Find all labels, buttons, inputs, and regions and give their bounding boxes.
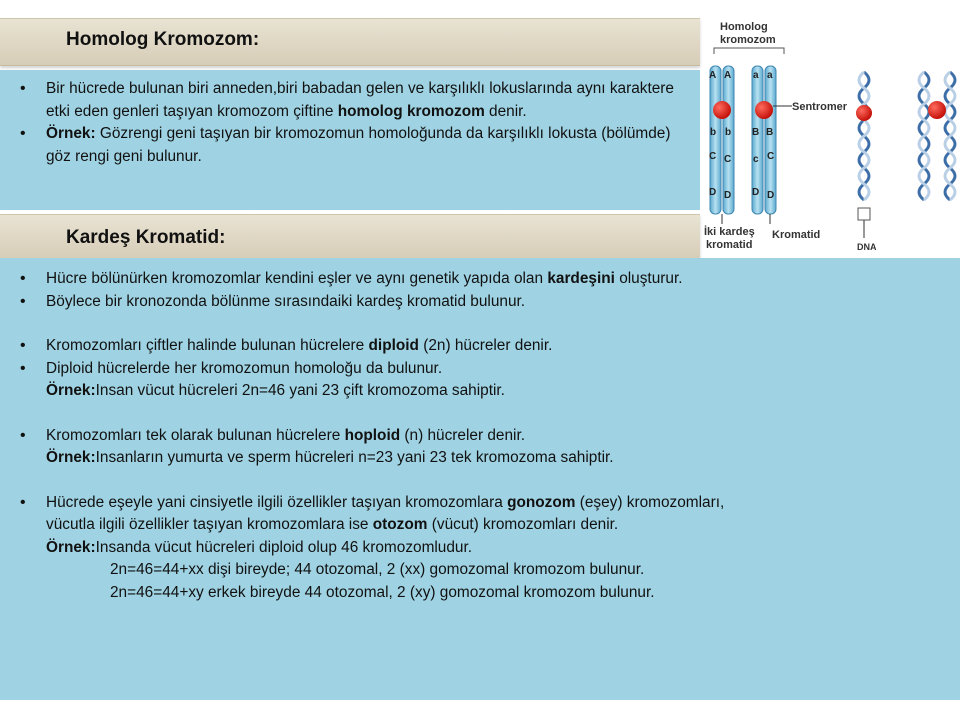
locus-1-left: C xyxy=(709,151,717,162)
bullet-bold: Örnek: xyxy=(46,125,96,142)
locus-2-right: C xyxy=(767,151,775,162)
chromosome-diagram xyxy=(700,10,960,260)
locus-1-left: b xyxy=(710,127,717,138)
line-bold: gonozom xyxy=(507,493,576,511)
spacer xyxy=(0,313,958,335)
label-kromatid-2: Kromatid xyxy=(772,229,821,241)
locus-2-left: B xyxy=(752,127,760,138)
locus-1-right: A xyxy=(724,70,732,81)
locus-1-left: D xyxy=(709,187,717,198)
label-kromatid-1: kromatid xyxy=(706,239,753,251)
label-kromozom: kromozom xyxy=(720,34,776,46)
label-sentromer: Sentromer xyxy=(792,101,848,113)
line-text: Böylece bir kronozonda bölünme sırasındaiki kardeş kromatid bulunur. xyxy=(46,292,526,310)
line-bold: hoploid xyxy=(344,426,401,444)
line-text: Insanların yumurta ve sperm hücreleri n=23 yani 23 tek kromozoma sahiptir. xyxy=(95,449,614,466)
label-homolog: Homolog xyxy=(720,21,768,33)
spacer xyxy=(0,403,958,425)
homolog-title: Homolog Kromozom: xyxy=(66,29,260,50)
centromere-4 xyxy=(928,101,946,119)
line-bold: Örnek: xyxy=(46,449,96,466)
kardes-line-1 xyxy=(0,268,958,291)
kardes-panel xyxy=(0,258,960,700)
centromere-2 xyxy=(755,101,773,119)
line-text: (eşey) kromozomları, xyxy=(575,493,725,511)
kardes-line-3 xyxy=(0,335,958,358)
line-bold: otozom xyxy=(372,516,428,533)
line-bold: diploid xyxy=(368,337,419,354)
kardes-line-12 xyxy=(0,582,958,605)
locus-1-right: b xyxy=(725,127,732,138)
line-text: Kromozomları tek olarak bulunan hücrelere xyxy=(46,426,345,444)
line-bold: Örnek: xyxy=(46,382,96,399)
kardes-bullet-list xyxy=(0,268,958,604)
kardes-title: Kardeş Kromatid: xyxy=(66,227,226,248)
line-bold: kardeşini xyxy=(547,270,615,287)
locus-1-right: C xyxy=(724,154,732,165)
line-text: 2n=46=44+xx dişi bireyde; 44 otozomal, 2 (xx) gomozomal kromozom bulunur. xyxy=(110,561,645,578)
locus-1-right: D xyxy=(724,190,732,201)
line-text: (2n) hücreler denir. xyxy=(418,337,553,354)
homolog-title-band xyxy=(0,18,700,66)
kardes-line-6 xyxy=(0,425,958,448)
locus-2-left: a xyxy=(753,70,759,81)
dna-helix-2 xyxy=(919,72,955,200)
kardes-line-8 xyxy=(0,492,958,515)
homolog-panel xyxy=(0,70,700,210)
line-text: Hücrede eşeyle yani cinsiyetle ilgili özellikler taşıyan kromozomlara xyxy=(46,493,508,511)
line-text: (n) hücreler denir. xyxy=(400,426,526,444)
locus-2-left: D xyxy=(752,187,760,198)
label-dna: DNA xyxy=(857,242,877,252)
bullet-text: denir. xyxy=(484,102,527,120)
locus-2-right: B xyxy=(766,127,774,138)
line-bold: Örnek: xyxy=(46,538,96,556)
line-text: Diploid hücrelerde her kromozomun homoloğu da bulunur. xyxy=(46,359,443,377)
bullet-bold: homolog kromozom xyxy=(337,102,485,120)
kardes-line-10 xyxy=(0,537,958,560)
line-text: vücutla ilgili özellikler taşıyan kromozomlara ise xyxy=(46,516,373,533)
line-text: (vücut) kromozomları denir. xyxy=(427,516,619,533)
kardes-line-5 xyxy=(0,380,958,403)
kardes-line-4 xyxy=(0,358,958,381)
line-text: 2n=46=44+xy erkek bireyde 44 otozomal, 2 (xy) gomozomal kromozom bulunur. xyxy=(110,583,655,601)
dna-helix-1 xyxy=(856,72,872,220)
kardes-line-9 xyxy=(0,514,958,537)
locus-2-right: D xyxy=(767,190,775,201)
homolog-bullet-1 xyxy=(0,78,690,123)
line-text: Hücre bölünürken kromozomlar kendini eşler ve aynı genetik yapıda olan xyxy=(46,270,548,287)
bullet-text: Gözrengi geni taşıyan bir kromozomun homoloğunda da karşılıklı lokusta (bölümde) göz rengi geni bulunur. xyxy=(46,125,671,165)
locus-1-left: A xyxy=(709,70,717,81)
homolog-bullet-2 xyxy=(0,123,690,168)
line-text: Insan vücut hücreleri 2n=46 yani 23 çift kromozoma sahiptir. xyxy=(95,382,505,399)
centromere-1 xyxy=(713,101,731,119)
spacer xyxy=(0,470,958,492)
label-iki-kardes: İki kardeş xyxy=(704,226,755,238)
locus-2-right: a xyxy=(767,70,773,81)
kardes-line-11 xyxy=(0,559,958,582)
line-text: Insanda vücut hücreleri diploid olup 46 kromozomludur. xyxy=(95,538,473,556)
locus-2-left: c xyxy=(753,154,759,165)
homolog-bullet-list xyxy=(0,78,690,168)
line-text: oluşturur. xyxy=(614,270,683,287)
kardes-title-band xyxy=(0,214,700,260)
bullet-text: Bir hücrede bulunan biri anneden,biri babadan gelen ve karşılıklı lokuslarında aynı karaktere etki eden genleri taşıyan kromozom çiftine xyxy=(46,80,674,120)
homolog-bracket xyxy=(714,48,784,54)
dna-box xyxy=(858,208,870,220)
kardes-line-2 xyxy=(0,291,958,314)
centromere-3 xyxy=(856,105,872,121)
kardes-line-7 xyxy=(0,447,958,470)
line-text: Kromozomları çiftler halinde bulunan hücrelere xyxy=(46,337,369,354)
